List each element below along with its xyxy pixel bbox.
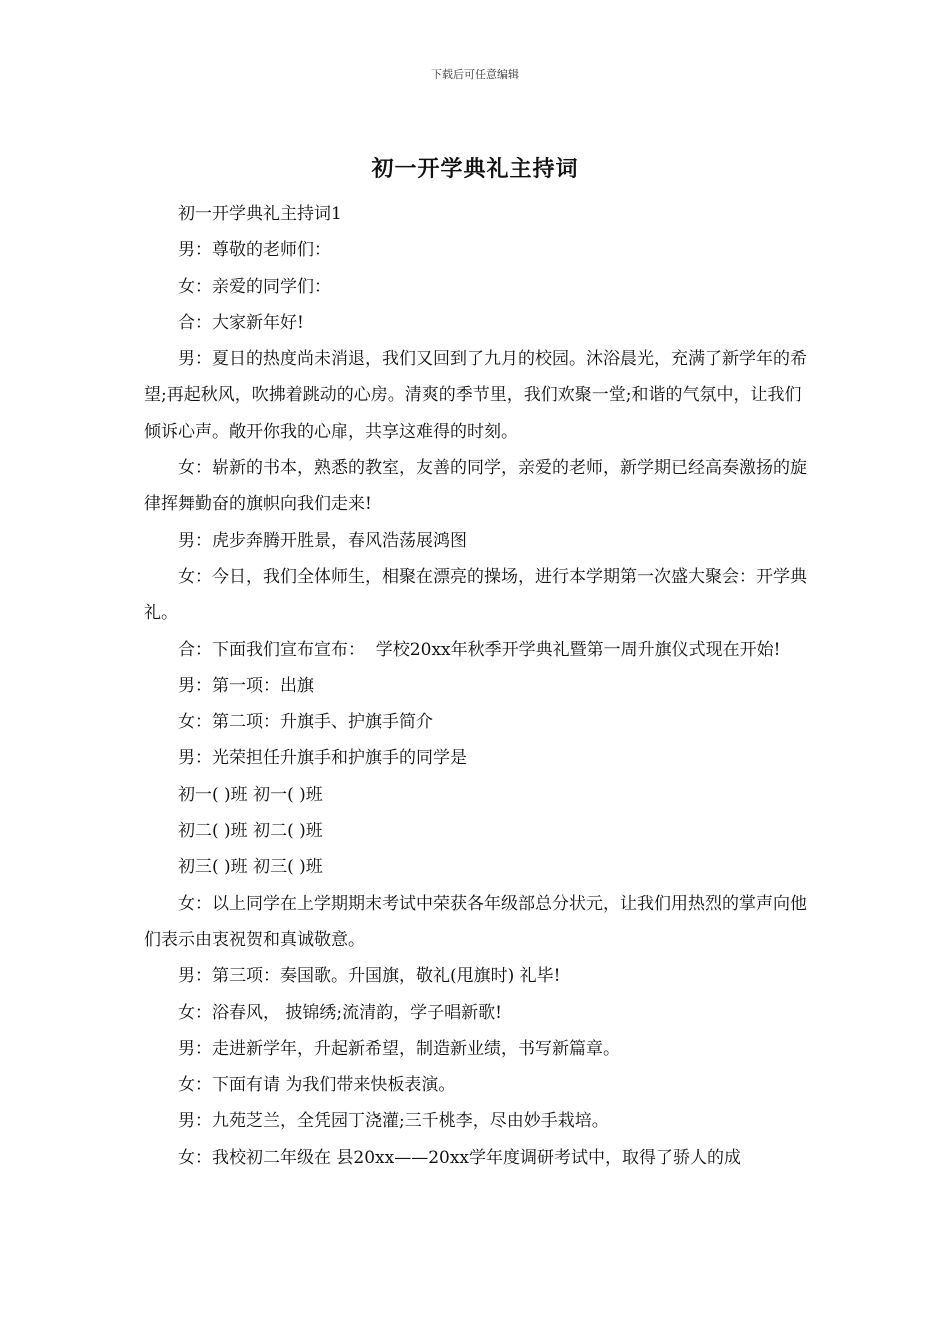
paragraph: 男：走进新学年，升起新希望，制造新业绩，书写新篇章。 xyxy=(178,1038,620,1059)
document-title: 初一开学典礼主持词 xyxy=(371,156,579,182)
paragraph: 男：夏日的热度尚未消退，我们又回到了九月的校园。沐浴晨光，充满了新学年的希望;再起秋风，吹拂着跳动的心房。清爽的季节里，我们欢聚一堂;和谐的气氛中，让我们倾诉心声。敞开你我的心扉，共享这难得的时刻。 xyxy=(144,349,807,442)
paragraph: 男：九苑芝兰，全凭园丁浇灌;三千桃李，尽由妙手栽培。 xyxy=(178,1111,609,1132)
paragraph: 初三( )班 初三( )班 xyxy=(178,857,323,878)
paragraph: 初二( )班 初二( )班 xyxy=(178,821,323,842)
paragraph: 女：浴春风， 披锦绣;流清韵，学子唱新歌! xyxy=(178,1002,502,1023)
paragraph: 女：亲爱的同学们： xyxy=(178,276,331,297)
paragraph: 初一( )班 初一( )班 xyxy=(178,784,323,805)
paragraph: 女：以上同学在上学期期末考试中荣获各年级部总分状元，让我们用热烈的掌声向他们表示由衷祝贺和真诚敬意。 xyxy=(144,893,807,950)
paragraph: 女：我校初二年级在 县20xx——20xx学年度调研考试中，取得了骄人的成 xyxy=(178,1147,742,1168)
paragraph: 男：光荣担任升旗手和护旗手的同学是 xyxy=(178,748,467,769)
paragraph: 初一开学典礼主持词1 xyxy=(178,204,342,224)
paragraph: 男：第一项：出旗 xyxy=(178,675,314,696)
paragraph: 男：第三项：奏国歌。升国旗，敬礼(甩旗时) 礼毕! xyxy=(178,966,561,987)
paragraph: 合：大家新年好! xyxy=(178,312,304,333)
paragraph: 女：下面有请 为我们带来快板表演。 xyxy=(178,1075,456,1096)
page-header-note: 下载后可任意编辑 xyxy=(431,68,519,81)
paragraph: 女：崭新的书本，熟悉的教室，友善的同学，亲爱的老师，新学期已经高奏激扬的旋律挥舞勤奋的旗帜向我们走来! xyxy=(144,458,807,515)
paragraph: 合：下面我们宣布宣布： 学校20xx年秋季开学典礼暨第一周升旗仪式现在开始! xyxy=(178,639,781,660)
paragraph: 女：第二项：升旗手、护旗手简介 xyxy=(178,712,433,733)
paragraph: 女：今日，我们全体师生，相聚在漂亮的操场，进行本学期第一次盛大聚会：开学典礼。 xyxy=(144,566,807,624)
document-body xyxy=(144,196,814,1176)
paragraph: 男：尊敬的老师们： xyxy=(178,240,331,261)
paragraph: 男：虎步奔腾开胜景，春风浩荡展鸿图 xyxy=(178,530,467,551)
